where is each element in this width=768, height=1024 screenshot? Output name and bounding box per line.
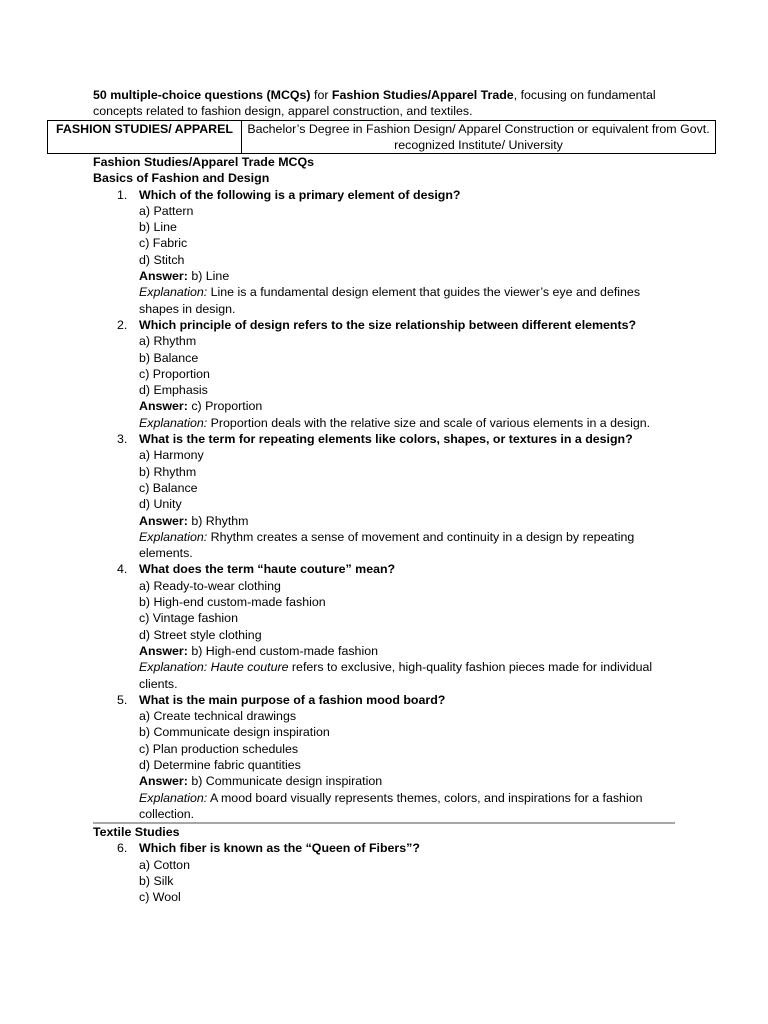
question-text: Which of the following is a primary element of design?: [139, 187, 461, 202]
option: a) Pattern: [139, 203, 194, 218]
section-heading-textile: Textile Studies: [93, 825, 180, 840]
explanation-text: refers to exclusive, high-quality fashion pieces made for individual clients.: [139, 660, 653, 691]
intro-text-rest: , focusing on fundamental concepts related to fashion design, apparel construction, and textiles.: [93, 88, 656, 119]
table-subject-cell: FASHION STUDIES/ APPAREL: [48, 121, 242, 154]
option: b) Communicate design inspiration: [139, 725, 330, 740]
answer-line: [93, 773, 683, 789]
explanation-text: A mood board visually represents themes, colors, and inspirations for a fashion collection.: [139, 790, 643, 821]
mcq-content: [93, 154, 683, 906]
question-text: Which fiber is known as the “Queen of Fibers”?: [139, 841, 420, 856]
explanation-label: Explanation:: [139, 660, 208, 675]
option: b) High-end custom-made fashion: [139, 595, 326, 610]
intro-mcq-count: 50 multiple-choice questions (MCQs): [93, 88, 311, 102]
question-2: [93, 317, 683, 333]
question-number: 1.: [117, 187, 128, 202]
question-number: 4.: [117, 562, 128, 577]
question-number: 3.: [117, 432, 128, 447]
explanation-line: [93, 659, 683, 692]
answer-value: c) Proportion: [187, 399, 263, 414]
option: d) Unity: [139, 497, 182, 512]
question-4: [93, 561, 683, 577]
answer-label: Answer:: [139, 399, 188, 414]
explanation-label: Explanation:: [139, 285, 208, 300]
explanation-line: [93, 415, 683, 431]
question-number: 2.: [117, 317, 128, 332]
question-number: 6.: [117, 841, 128, 856]
option: c) Plan production schedules: [139, 741, 299, 756]
answer-label: Answer:: [139, 269, 188, 284]
question-1: [93, 187, 683, 203]
option: a) Create technical drawings: [139, 709, 297, 724]
option: c) Fabric: [139, 236, 188, 251]
intro-text-for: for: [310, 88, 332, 102]
explanation-line: [93, 790, 683, 823]
qualification-table: [47, 120, 716, 154]
explanation-text: Line is a fundamental design element that guides the viewer’s eye and defines shapes in design.: [139, 285, 641, 316]
option: b) Silk: [139, 874, 174, 889]
question-5: [93, 692, 683, 708]
answer-line: [93, 268, 683, 284]
question-text: What is the main purpose of a fashion mood board?: [139, 692, 446, 707]
explanation-label: Explanation:: [139, 415, 208, 430]
option: b) Rhythm: [139, 464, 197, 479]
answer-value: b) Communicate design inspiration: [187, 774, 383, 789]
question-6: [93, 840, 683, 856]
option: c) Balance: [139, 480, 198, 495]
option: d) Stitch: [139, 252, 185, 267]
option: d) Determine fabric quantities: [139, 757, 301, 772]
intro-subject: Fashion Studies/Apparel Trade: [331, 88, 514, 102]
table-row: [48, 121, 716, 154]
table-qualification-cell: Bachelor’s Degree in Fashion Design/ Apparel Construction or equivalent from Govt. recognized Institute/ University: [242, 121, 716, 154]
answer-label: Answer:: [139, 774, 188, 789]
option: b) Balance: [139, 350, 199, 365]
answer-line: [93, 513, 683, 529]
question-text: What is the term for repeating elements like colors, shapes, or textures in a design?: [139, 432, 633, 447]
answer-value: b) Rhythm: [187, 513, 249, 528]
answer-value: b) Line: [187, 269, 230, 284]
explanation-term: Haute couture: [207, 660, 289, 675]
explanation-label: Explanation:: [139, 790, 208, 805]
option: c) Vintage fashion: [139, 611, 238, 626]
section-heading-basics: Basics of Fashion and Design: [93, 171, 270, 186]
main-heading: Fashion Studies/Apparel Trade MCQs: [93, 155, 315, 169]
explanation-line: [93, 284, 683, 317]
option: a) Cotton: [139, 857, 190, 872]
explanation-text: Proportion deals with the relative size and scale of various elements in a design.: [207, 415, 651, 430]
question-text: What does the term “haute couture” mean?: [139, 562, 396, 577]
answer-value: b) High-end custom-made fashion: [187, 643, 378, 658]
option: c) Wool: [139, 890, 181, 905]
answer-label: Answer:: [139, 513, 188, 528]
question-text: Which principle of design refers to the size relationship between different elements?: [139, 317, 637, 332]
answer-line: [93, 398, 683, 414]
explanation-line: [93, 529, 683, 562]
option: a) Rhythm: [139, 334, 197, 349]
option: c) Proportion: [139, 366, 210, 381]
option: a) Harmony: [139, 448, 204, 463]
question-3: [93, 431, 683, 447]
question-number: 5.: [117, 692, 128, 707]
option: d) Street style clothing: [139, 627, 262, 642]
option: d) Emphasis: [139, 383, 208, 398]
option: a) Ready-to-wear clothing: [139, 578, 281, 593]
explanation-text: Rhythm creates a sense of movement and continuity in a design by repeating elements.: [139, 529, 635, 561]
option: b) Line: [139, 220, 177, 235]
answer-label: Answer:: [139, 643, 188, 658]
answer-line: [93, 643, 683, 659]
explanation-label: Explanation:: [139, 529, 208, 544]
intro-paragraph: [93, 87, 683, 120]
